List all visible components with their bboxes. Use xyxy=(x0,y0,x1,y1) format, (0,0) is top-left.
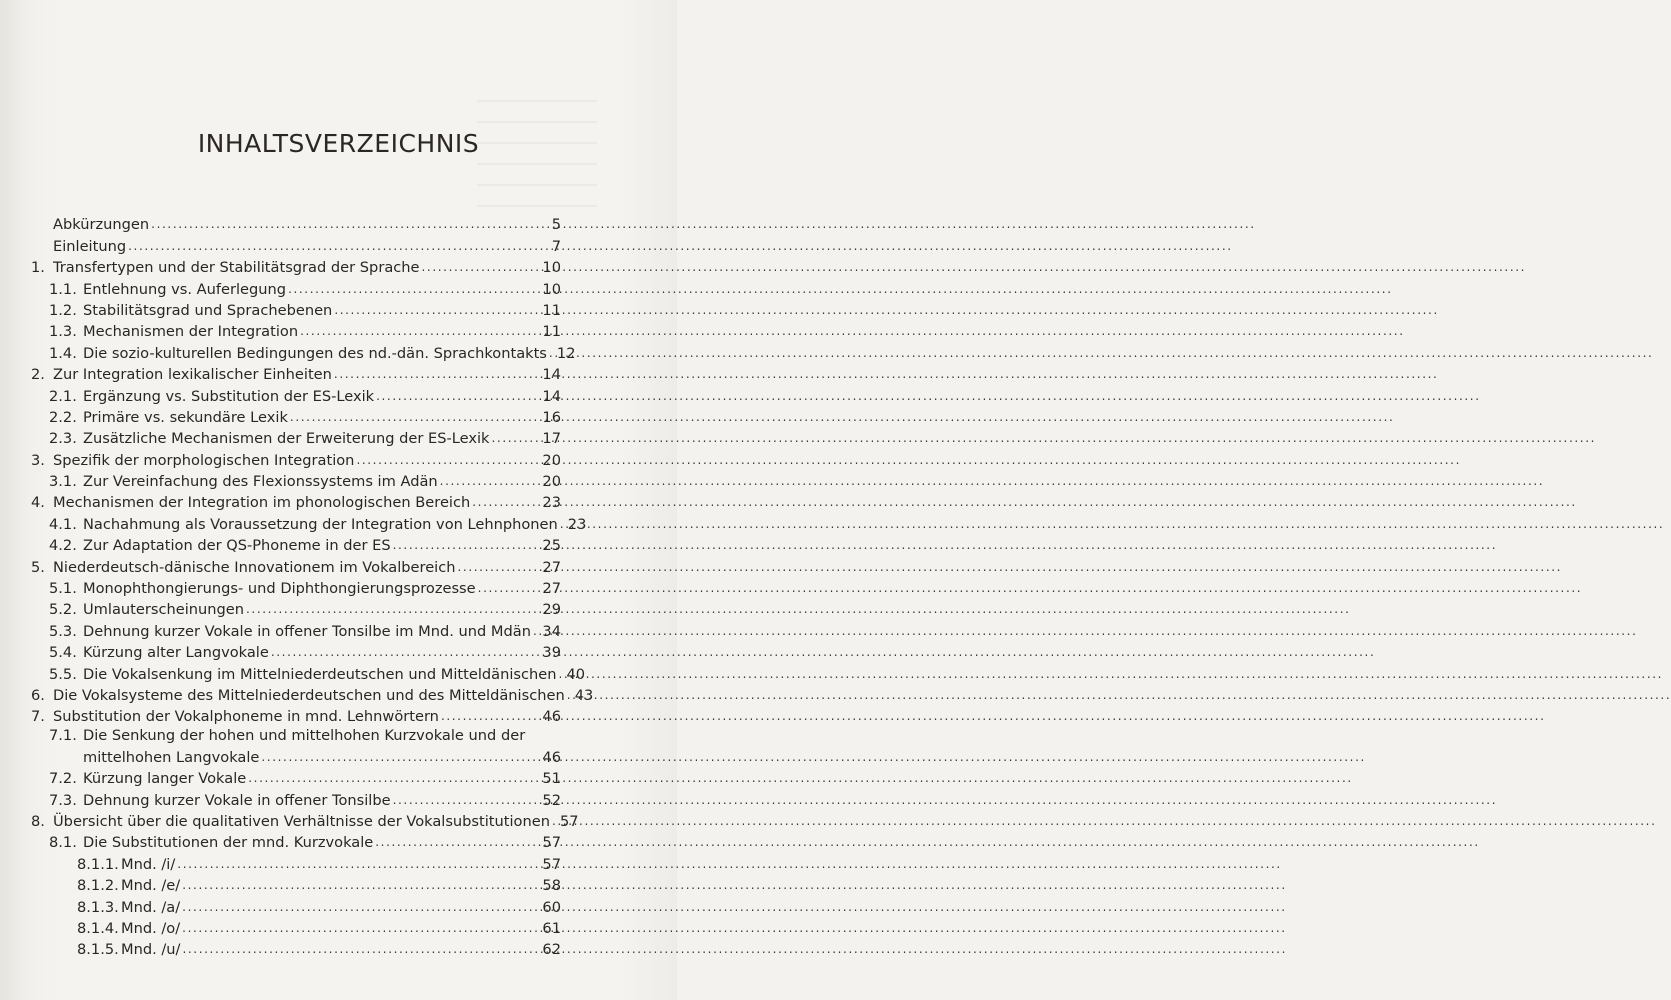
toc-entry xyxy=(31,447,561,468)
toc-leader-dots xyxy=(375,834,540,851)
toc-leader-dots xyxy=(261,749,540,766)
toc-leader-dots xyxy=(246,601,540,618)
toc-entry-number: 5.2. xyxy=(49,601,77,619)
toc-entry-label: Mnd. /e/ xyxy=(121,877,181,895)
toc-leader-dots xyxy=(458,559,541,576)
page-title: INHALTSVERZEICHNIS xyxy=(197,128,480,158)
toc-entry xyxy=(31,830,561,851)
toc-leader-dots xyxy=(567,687,573,704)
toc-entry xyxy=(31,725,561,744)
toc-entry-label: Übersicht über die qualitativen Verhältnisse der Vokalsubstitutionen xyxy=(53,812,550,830)
toc-entry xyxy=(31,597,561,618)
toc-entry-number: 5.5. xyxy=(49,665,77,683)
toc-entry-page: 11 xyxy=(542,301,561,319)
toc-leader-dots xyxy=(334,302,540,319)
toc-entry-page: 10 xyxy=(542,259,561,277)
toc-entry-label: Nachahmung als Voraussetzung der Integration von Lehnphonen xyxy=(83,515,558,533)
toc-entry xyxy=(31,916,561,937)
toc-entry-page: 43 xyxy=(574,686,594,704)
toc-leader-dots xyxy=(533,623,540,640)
toc-leader-dots xyxy=(492,430,541,447)
toc-entry-label: Mnd. /a/ xyxy=(121,898,181,916)
toc-entry-page: 14 xyxy=(542,387,561,405)
show-through-text xyxy=(477,100,597,220)
toc-entry-page: 57 xyxy=(542,855,561,873)
toc-entry-label: Dehnung kurzer Vokale in offener Tonsilbe xyxy=(83,791,391,809)
toc-leader-dots xyxy=(271,644,541,661)
toc-entry-page: 34 xyxy=(542,622,561,640)
toc-entry-page: 40 xyxy=(566,665,586,683)
toc-leader-dots xyxy=(560,516,566,533)
toc-leader-dots xyxy=(472,494,540,511)
toc-entry-label: Kürzung alter Langvokale xyxy=(83,644,269,662)
toc-entry xyxy=(31,683,594,704)
toc-entry-page: 14 xyxy=(542,366,561,384)
toc-entry xyxy=(31,809,579,830)
toc-entry-number: 5.1. xyxy=(49,580,77,598)
toc-entry-page: 57 xyxy=(542,834,561,852)
toc-entry-page: 46 xyxy=(542,748,561,766)
toc-entry-label: Stabilitätsgrad und Sprachebenen xyxy=(83,301,333,319)
toc-entry-number: 6. xyxy=(31,686,45,704)
toc-entry xyxy=(31,469,561,490)
toc-leader-dots xyxy=(248,770,540,787)
toc-entry xyxy=(31,383,561,404)
toc-entry xyxy=(31,744,561,765)
toc-leader-dots xyxy=(182,877,540,894)
toc-entry-label: Spezifik der morphologischen Integration xyxy=(53,451,355,469)
toc-entry-label: Die sozio-kulturellen Bedingungen des nd.-dän. Sprachkontakts xyxy=(83,344,547,362)
toc-entry-label: Die Vokalsenkung im Mittelniederdeutschen und Mitteldänischen xyxy=(83,665,557,683)
toc-entry-page: 27 xyxy=(542,580,561,598)
toc-entry-label: Zusätzliche Mechanismen der Erweiterung der ES-Lexik xyxy=(83,430,490,448)
toc-entry-number: 8.1. xyxy=(49,834,77,852)
toc-leader-dots xyxy=(393,537,541,554)
toc-entry-page: 5 xyxy=(551,216,561,234)
toc-entry-number: 7.2. xyxy=(49,770,77,788)
toc-entry xyxy=(31,851,561,872)
toc-entry-page: 27 xyxy=(542,558,561,576)
toc-entry-page: 29 xyxy=(542,601,561,619)
toc-entry-label: Zur Integration lexikalischer Einheiten xyxy=(53,366,332,384)
toc-entry-page: 57 xyxy=(559,812,579,830)
toc-entry-page: 20 xyxy=(542,451,561,469)
toc-entry-page: 17 xyxy=(542,430,561,448)
toc-entry-number: 7.1. xyxy=(49,727,77,745)
toc-entry-number: 1.4. xyxy=(49,344,77,362)
toc-entry-page: 46 xyxy=(542,708,561,726)
toc-entry xyxy=(31,298,561,319)
toc-entry-page: 12 xyxy=(556,344,576,362)
toc-entry xyxy=(31,661,586,683)
toc-leader-dots xyxy=(128,238,543,255)
toc-entry-number: 5. xyxy=(31,558,45,576)
toc-entry-number: 1.3. xyxy=(49,323,77,341)
toc-leader-dots xyxy=(549,345,555,362)
toc-entry-label: Die Substitutionen der mnd. Kurzvokale xyxy=(83,834,374,852)
toc-entry-number: 8.1.3. xyxy=(77,898,119,916)
toc-entry-number: 1. xyxy=(31,259,45,277)
toc-entry-number: 8. xyxy=(31,812,45,830)
toc-entry-page: 52 xyxy=(542,791,561,809)
toc-entry-label: Monophthongierungs- und Diphthongierungsprozesse xyxy=(83,580,476,598)
toc-entry-number: 1.2. xyxy=(49,301,77,319)
toc-entry xyxy=(31,511,587,533)
toc-entry xyxy=(31,618,561,639)
toc-entry-label: Mechanismen der Integration xyxy=(83,323,299,341)
toc-entry xyxy=(31,894,561,915)
book-page xyxy=(0,0,677,1000)
toc-leader-dots xyxy=(393,792,541,809)
toc-leader-dots xyxy=(334,366,541,383)
toc-leader-dots xyxy=(478,580,541,597)
toc-entry xyxy=(31,426,561,447)
toc-entry-label: Transfertypen und der Stabilitätsgrad der Sprache xyxy=(53,259,420,277)
toc-entry xyxy=(31,233,561,254)
toc-entry xyxy=(31,873,561,894)
toc-entry-label: Dehnung kurzer Vokale in offener Tonsilbe im Mnd. und Mdän xyxy=(83,622,531,640)
toc-entry xyxy=(31,319,561,340)
toc-entry-page: 23 xyxy=(542,494,561,512)
toc-entry-label: Mnd. /i/ xyxy=(121,855,176,873)
toc-entry-label: Zur Vereinfachung des Flexionssystems im Adän xyxy=(83,473,438,491)
toc-entry-page: 25 xyxy=(542,537,561,555)
toc-entry xyxy=(31,276,561,297)
toc-entry-label: Entlehnung vs. Auferlegung xyxy=(83,280,287,298)
toc-entry-number: 4.2. xyxy=(49,537,77,555)
toc-entry-label: Einleitung xyxy=(53,237,127,255)
toc-leader-dots xyxy=(177,856,540,873)
toc-entry-page: 58 xyxy=(542,877,561,895)
toc-leader-dots xyxy=(182,941,540,958)
toc-entry-label: Mnd. /o/ xyxy=(121,919,181,937)
toc-entry-page: 11 xyxy=(542,323,561,341)
toc-leader-dots xyxy=(288,281,540,298)
toc-entry-number: 3. xyxy=(31,451,45,469)
toc-entry-page: 62 xyxy=(542,941,561,959)
toc-leader-dots xyxy=(356,452,540,469)
toc-entry-label: Primäre vs. sekundäre Lexik xyxy=(83,408,288,426)
toc-leader-dots xyxy=(182,899,540,916)
toc-leader-dots xyxy=(441,708,540,725)
toc-entry-label: Ergänzung vs. Substitution der ES-Lexik xyxy=(83,387,375,405)
toc-entry xyxy=(31,340,576,362)
toc-entry xyxy=(31,255,561,276)
toc-entry-page: 16 xyxy=(542,408,561,426)
toc-entry-page: 23 xyxy=(567,515,587,533)
toc-entry xyxy=(31,766,561,787)
toc-entry-page: 51 xyxy=(542,770,561,788)
toc-entry-page: 10 xyxy=(542,280,561,298)
toc-leader-dots xyxy=(182,920,540,937)
toc-entry-number: 8.1.1. xyxy=(77,855,119,873)
toc-entry-label: Umlauterscheinungen xyxy=(83,601,244,619)
toc-entry xyxy=(31,405,561,426)
toc-leader-dots xyxy=(290,409,541,426)
toc-entry xyxy=(31,576,561,597)
toc-entry-page: 61 xyxy=(542,919,561,937)
table-of-contents xyxy=(31,212,594,959)
toc-entry xyxy=(31,212,561,233)
toc-entry-label: Substitution der Vokalphoneme in mnd. Lehnwörtern xyxy=(53,708,439,726)
toc-entry-number: 2.3. xyxy=(49,430,77,448)
toc-entry-number: 5.4. xyxy=(49,644,77,662)
toc-entry-label: Die Vokalsysteme des Mittelniederdeutschen und des Mitteldänischen xyxy=(53,686,565,704)
toc-entry xyxy=(31,533,561,554)
toc-entry-label: Die Senkung der hohen und mittelhohen Kurzvokale und der xyxy=(83,727,526,745)
toc-entry-label: mittelhohen Langvokale xyxy=(83,748,260,766)
toc-entry xyxy=(31,937,561,958)
toc-leader-dots xyxy=(440,473,541,490)
toc-entry-page: 20 xyxy=(542,473,561,491)
toc-entry-page: 60 xyxy=(542,898,561,916)
toc-entry-number: 4.1. xyxy=(49,515,77,533)
toc-entry-number: 1.1. xyxy=(49,280,77,298)
toc-entry-page: 39 xyxy=(542,644,561,662)
toc-entry-page: 7 xyxy=(551,237,561,255)
toc-entry-number: 2.2. xyxy=(49,408,77,426)
toc-leader-dots xyxy=(151,216,543,233)
toc-leader-dots xyxy=(376,388,540,405)
toc-entry xyxy=(31,704,561,725)
toc-entry-number: 3.1. xyxy=(49,473,77,491)
toc-entry-label: Niederdeutsch-dänische Innovationem im Vokalbereich xyxy=(53,558,456,576)
toc-entry-number: 4. xyxy=(31,494,45,512)
toc-entry-label: Kürzung langer Vokale xyxy=(83,770,247,788)
toc-entry-number: 5.3. xyxy=(49,622,77,640)
toc-leader-dots xyxy=(552,813,558,830)
toc-entry-number: 8.1.5. xyxy=(77,941,119,959)
toc-entry-number: 7. xyxy=(31,708,45,726)
toc-entry-number: 2.1. xyxy=(49,387,77,405)
toc-entry-number: 8.1.4. xyxy=(77,919,119,937)
toc-leader-dots xyxy=(300,323,540,340)
toc-entry-label: Zur Adaptation der QS-Phoneme in der ES xyxy=(83,537,391,555)
toc-entry-number: 7.3. xyxy=(49,791,77,809)
toc-entry xyxy=(31,554,561,575)
toc-entry-label: Mechanismen der Integration im phonologischen Bereich xyxy=(53,494,471,512)
toc-entry-number: 2. xyxy=(31,366,45,384)
toc-entry xyxy=(31,787,561,808)
toc-leader-dots xyxy=(422,259,541,276)
toc-entry xyxy=(31,362,561,383)
toc-entry xyxy=(31,490,561,511)
toc-entry-label: Abkürzungen xyxy=(53,216,150,234)
toc-leader-dots xyxy=(559,666,565,683)
toc-entry-label: Mnd. /u/ xyxy=(121,941,181,959)
toc-entry xyxy=(31,640,561,661)
toc-entry-number: 8.1.2. xyxy=(77,877,119,895)
